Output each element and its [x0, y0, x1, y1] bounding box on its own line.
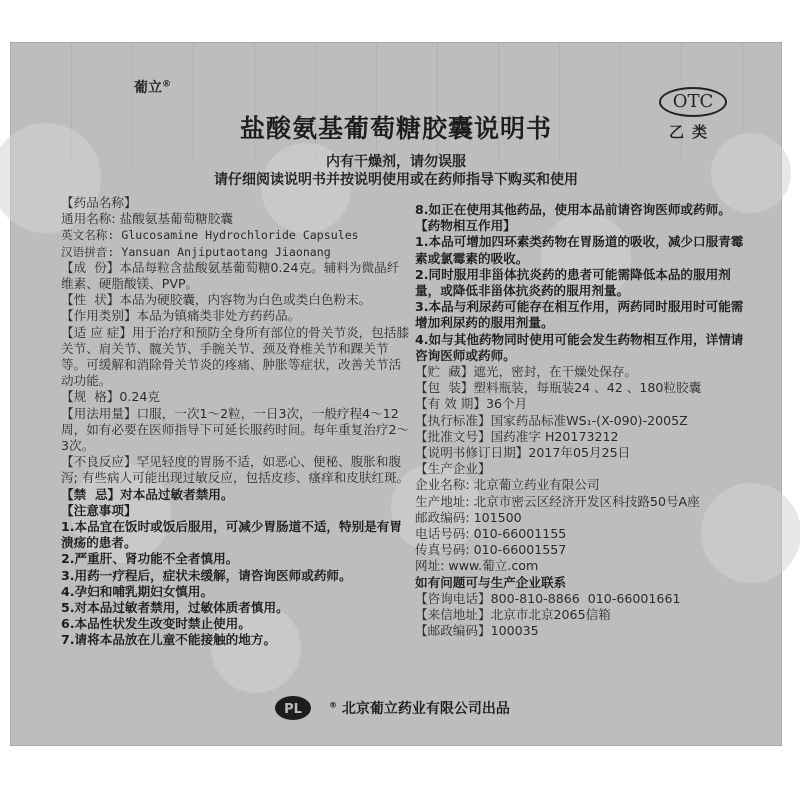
section-line: 【适 应 症】用于治疗和预防全身所有部位的骨关节炎，包括膝关节、肩关节、髋关节、手腕关节、颈及脊椎关节和踝关节等。可缓解和消除骨关节炎的疼痛、肿胀等症状，改善关节活动功能。 [61, 324, 410, 389]
section-line: 【生产企业】 [415, 461, 491, 477]
registered-mark: ® [329, 700, 337, 710]
section-line: 企业名称: 北京葡立药业有限公司 [415, 477, 600, 493]
document-title: 盐酸氨基葡萄糖胶囊说明书 [239, 114, 552, 143]
section-line: 【用法用量】口服，一次1～2粒，一日3次，一般疗程4～12周，如有必要在医师指导下可延长服药时间。每年重复治疗2～3次。 [61, 405, 410, 454]
section-line: 【咨询电话】800-810-8866 010-66001661 [415, 590, 681, 606]
section-line: 【不良反应】罕见轻度的胃肠不适，如恶心、便秘、腹胀和腹泻; 有些病人可能出现过敏反应，包括皮疹、瘙痒和皮肤红斑。 [61, 454, 410, 486]
section-line: 2.严重肝、肾功能不全者慎用。 [61, 551, 239, 567]
usage-notice: 请仔细阅读说明书并按说明使用或在药师指导下购买和使用 [214, 172, 578, 188]
section-line: 【贮 藏】遮光，密封，在干燥处保存。 [415, 364, 638, 380]
section-line: 【作用类别】本品为镇痛类非处方药药品。 [61, 308, 301, 324]
desiccant-notice: 内有干燥剂，请勿误服 [326, 154, 466, 170]
section-line: 【药品名称】 [61, 195, 137, 210]
registered-mark: ® [162, 79, 171, 90]
section-line: 【有 效 期】36个月 [415, 396, 528, 412]
section-line: 【性 状】本品为硬胶囊，内容物为白色或类白色粉末。 [61, 292, 372, 308]
section-line: 【规 格】0.24克 [61, 389, 161, 405]
footer-company [329, 698, 510, 718]
section-line: 4.孕妇和哺乳期妇女慎用。 [61, 583, 214, 599]
section-line: 【邮政编码】100035 [415, 623, 539, 639]
section-line: 7.请将本品放在儿童不能接触的地方。 [61, 632, 277, 648]
section-line: 汉语拼音: Yansuan Anjiputaotang Jiaonang [61, 244, 331, 259]
right-column [415, 202, 745, 639]
section-line: 4.如与其他药物同时使用可能会发生药物相互作用，详情请咨询医师或药师。 [415, 331, 744, 363]
brand-name [134, 77, 171, 97]
section-line: 【执行标准】国家药品标准WS₁-(X-090)-2005Z [415, 412, 688, 428]
section-line: 【来信地址】北京市北京2065信箱 [415, 607, 611, 623]
section-line: 6.本品性状发生改变时禁止使用。 [61, 616, 251, 632]
section-line: 3.本品与利尿药可能存在相互作用，两药同时服用时可能需增加利尿药的服用剂量。 [415, 299, 744, 331]
section-line: 5.对本品过敏者禁用，过敏体质者慎用。 [61, 600, 289, 616]
company-logo-icon [274, 695, 312, 721]
section-line: 【注意事项】 [61, 502, 137, 518]
section-line: 电话号码: 010-66001155 [415, 526, 567, 542]
section-line: 1.本品可增加四环素类药物在胃肠道的吸收，减少口服青霉素或氯霉素的吸收。 [415, 234, 744, 266]
section-line: 【包 装】塑料瓶装，每瓶装24 、42 、180粒胶囊 [415, 380, 702, 396]
section-line: 【禁 忌】对本品过敏者禁用。 [61, 486, 234, 502]
otc-class-label: 乙类 [669, 123, 716, 141]
section-line: 3.用药一疗程后，症状未缓解，请咨询医师或药师。 [61, 567, 352, 583]
section-line: 【药物相互作用】 [415, 218, 516, 234]
section-line: 传真号码: 010-66001557 [415, 542, 567, 558]
section-line: 网址: www.葡立.com [415, 558, 539, 574]
section-line: 通用名称: 盐酸氨基葡萄糖胶囊 [61, 211, 233, 227]
section-line: 8.如正在使用其他药品，使用本品前请咨询医师或药师。 [415, 202, 731, 217]
otc-badge: OTC [659, 87, 727, 117]
section-line: 生产地址: 北京市密云区经济开发区科技路50号A座 [415, 493, 700, 509]
footer-company-name: 北京葡立药业有限公司出品 [341, 701, 510, 717]
section-line: 【批准文号】国药准字 H20173212 [415, 428, 619, 444]
left-column [61, 195, 411, 649]
leaflet-sheet [10, 42, 782, 746]
section-line: 【说明书修订日期】2017年05月25日 [415, 445, 631, 461]
section-line: 英文名称: Glucosamine Hydrochloride Capsules [61, 228, 359, 243]
section-line: 2.同时服用非甾体抗炎药的患者可能需降低本品的服用剂量，或降低非甾体抗炎药的服用剂量。 [415, 266, 731, 299]
section-line: 如有问题可与生产企业联系 [415, 574, 567, 590]
section-line: 【成 份】本品每粒含盐酸氨基葡萄糖0.24克。辅料为微晶纤维素、硬脂酸镁、PVP。 [61, 259, 400, 292]
section-line: 邮政编码: 101500 [415, 509, 522, 525]
logo-letters: PL [284, 702, 302, 717]
brand-text: 葡立 [134, 80, 162, 96]
section-line: 1.本品宜在饭时或饭后服用，可减少胃肠道不适，特别是有胃溃疡的患者。 [61, 519, 402, 551]
